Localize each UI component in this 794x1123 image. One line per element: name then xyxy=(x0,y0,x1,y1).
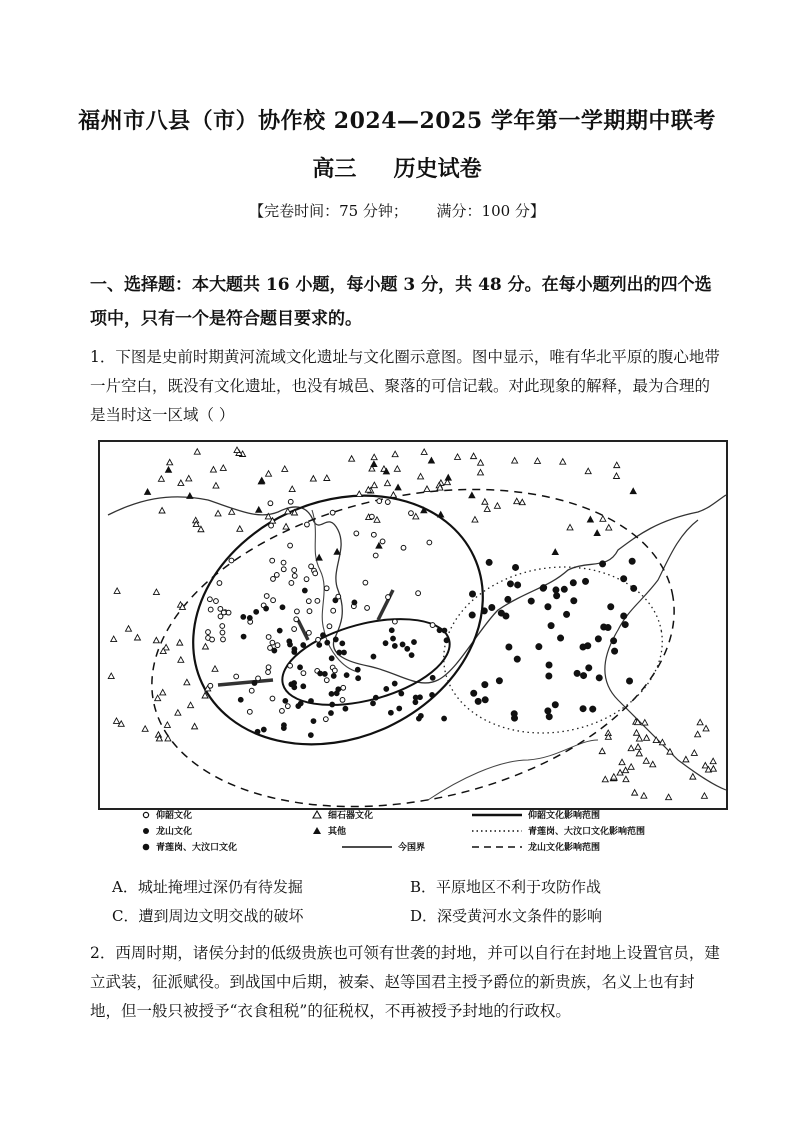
longshan-site-marker xyxy=(238,697,243,702)
yangshao-site-marker xyxy=(270,640,275,645)
legend-other: 其他 xyxy=(312,824,346,837)
yangshao-site-marker xyxy=(220,630,225,635)
longshan-site-marker xyxy=(384,687,389,692)
qinglian-site-marker xyxy=(513,564,519,570)
yangshao-site-marker xyxy=(295,609,300,614)
yangshao-site-marker xyxy=(323,717,328,722)
longshan-site-marker xyxy=(342,650,347,655)
qinglian-site-marker xyxy=(580,644,586,650)
yangshao-site-marker xyxy=(266,635,271,640)
longshan-site-marker xyxy=(331,674,336,679)
yangshao-site-marker xyxy=(285,704,290,709)
longshan-site-marker xyxy=(308,733,313,738)
option-c[interactable]: C．遭到周边文明交战的破坏 xyxy=(112,907,304,925)
qinglian-site-marker xyxy=(536,644,542,650)
yangshao-site-marker xyxy=(373,553,378,558)
longshan-site-marker xyxy=(343,706,348,711)
yangshao-site-marker xyxy=(208,683,213,688)
yangshao-site-marker xyxy=(207,597,212,602)
qinglian-site-marker xyxy=(605,625,611,631)
yangshao-site-marker xyxy=(206,630,211,635)
option-a[interactable]: A．城址掩埋过深仍有待发掘 xyxy=(112,878,303,896)
qinglian-site-marker xyxy=(553,587,559,593)
yangshao-site-marker xyxy=(330,510,335,515)
longshan-site-marker xyxy=(397,706,402,711)
qinglian-site-marker xyxy=(621,576,627,582)
longshan-site-marker xyxy=(437,628,442,633)
qinglian-site-marker xyxy=(595,636,601,642)
longshan-site-marker xyxy=(373,695,378,700)
qinglian-site-marker xyxy=(469,612,475,618)
yangshao-site-marker xyxy=(221,637,226,642)
longshan-site-marker xyxy=(340,641,345,646)
yangshao-site-marker xyxy=(416,591,421,596)
yangshao-site-marker xyxy=(214,599,219,604)
yangshao-site-marker xyxy=(256,676,261,681)
yangshao-site-marker xyxy=(371,532,376,537)
legend-border: 今国界 xyxy=(398,843,426,853)
longshan-site-marker xyxy=(442,716,447,721)
yangshao-site-marker xyxy=(331,608,336,613)
qinglian-site-marker xyxy=(581,673,587,679)
longshan-site-marker xyxy=(444,638,449,643)
qinglian-site-marker xyxy=(481,608,487,614)
yangshao-site-marker xyxy=(275,643,280,648)
longshan-site-marker xyxy=(261,727,266,732)
yangshao-site-marker xyxy=(306,599,311,604)
yangshao-site-marker xyxy=(226,610,231,615)
yangshao-site-marker xyxy=(208,607,213,612)
yangshao-site-marker xyxy=(268,501,273,506)
qinglian-site-marker xyxy=(590,706,596,712)
longshan-site-marker xyxy=(405,646,410,651)
longshan-site-marker xyxy=(254,609,259,614)
qinglian-site-marker xyxy=(622,622,628,628)
yangshao-site-marker xyxy=(306,630,311,635)
yangshao-site-marker xyxy=(340,697,345,702)
yangshao-site-marker xyxy=(401,545,406,550)
qinglian-site-marker xyxy=(580,706,586,712)
section-heading: 一、选择题：本大题共 16 小题，每小题 3 分，共 48 分。在每小题列出的四个选项中，只有一个是符合题目要求的。 xyxy=(90,275,712,329)
question-2-stem: 2．西周时期，诸侯分封的低级贵族也可领有世袭的封地，并可以自行在封地上设置官员，建立武装，征派赋役。到战国中后期，被秦、赵等国君主授予爵位的新贵族，名义上也有封地，但一般只被授予“衣食租税”的征税权，不再被授予封地的行政权。 xyxy=(90,944,720,1020)
longshan-site-marker xyxy=(329,711,334,716)
exam-meta: 【完卷时间：75 分钟； 满分：100 分】 xyxy=(249,202,545,220)
qinglian-site-marker xyxy=(558,635,564,641)
yangshao-site-marker xyxy=(309,564,314,569)
longshan-site-marker xyxy=(330,702,335,707)
longshan-site-marker xyxy=(281,726,286,731)
yangshao-site-marker xyxy=(386,595,391,600)
qinglian-site-marker xyxy=(507,581,513,587)
longshan-site-marker xyxy=(329,691,334,696)
longshan-site-marker xyxy=(388,710,393,715)
longshan-site-marker xyxy=(333,637,338,642)
qinglian-site-marker xyxy=(486,559,492,565)
longshan-site-marker xyxy=(442,628,447,633)
longshan-site-marker xyxy=(309,699,314,704)
longshan-site-marker xyxy=(371,701,376,706)
longshan-site-marker xyxy=(400,642,405,647)
yangshao-site-marker xyxy=(385,500,390,505)
yangshao-site-marker xyxy=(220,624,225,629)
longshan-site-marker xyxy=(355,667,360,672)
longshan-site-marker xyxy=(356,676,361,681)
longshan-site-marker xyxy=(399,691,404,696)
qinglian-site-marker xyxy=(621,613,627,619)
longshan-site-marker xyxy=(252,681,257,686)
yangshao-site-marker xyxy=(210,637,215,642)
exam-subtitle xyxy=(0,152,794,183)
yangshao-site-marker xyxy=(270,696,275,701)
yangshao-site-marker xyxy=(221,610,226,615)
longshan-site-marker xyxy=(391,636,396,641)
yangshao-site-marker xyxy=(341,685,346,690)
legend-longshan-range: 龙山文化影响范围 xyxy=(528,843,601,853)
longshan-site-marker xyxy=(311,719,316,724)
qinglian-site-marker xyxy=(611,638,617,644)
qinglian-site-marker xyxy=(505,596,511,602)
qinglian-site-marker xyxy=(469,591,475,597)
yangshao-site-marker xyxy=(229,558,234,563)
qinglian-site-marker xyxy=(570,580,576,586)
yangshao-site-marker xyxy=(392,619,397,624)
qinglian-site-marker xyxy=(631,585,637,591)
longshan-site-marker xyxy=(241,634,246,639)
longshan-site-marker xyxy=(413,700,418,705)
qinglian-site-marker xyxy=(545,708,551,714)
option-b[interactable]: B．平原地区不利于攻防作战 xyxy=(410,878,602,896)
qinglian-site-marker xyxy=(627,678,633,684)
yangshao-site-marker xyxy=(365,606,370,611)
longshan-site-marker xyxy=(292,685,297,690)
longshan-site-marker xyxy=(318,671,323,676)
qinglian-site-marker xyxy=(482,682,488,688)
legend-xishiwan: 细石器文化 xyxy=(312,808,373,821)
yangshao-site-marker xyxy=(304,577,309,582)
longshan-site-marker xyxy=(317,643,322,648)
yangshao-site-marker xyxy=(288,543,293,548)
longshan-site-marker xyxy=(302,588,307,593)
longshan-site-marker xyxy=(292,650,297,655)
longshan-site-marker xyxy=(255,729,260,734)
yangshao-site-marker xyxy=(324,678,329,683)
qinglian-site-marker xyxy=(482,697,488,703)
legend-yangshao-range: 仰韶文化影响范围 xyxy=(528,811,601,821)
question-1-stem: 1．下图是史前时期黄河流域文化遗址与文化圈示意图。图中显示，唯有华北平原的腹心地带一片空白，既没有文化遗址，也没有城邑、聚落的可信记载。对此现象的解释，最为合理的是当时这一区域（ ） xyxy=(90,348,720,424)
qinglian-site-marker xyxy=(489,605,495,611)
longshan-site-marker xyxy=(409,653,414,658)
qinglian-site-marker xyxy=(496,678,502,684)
grade-label: 高三 xyxy=(312,156,357,182)
yangshao-site-marker xyxy=(324,586,329,591)
yangshao-site-marker xyxy=(380,539,385,544)
yangshao-site-marker xyxy=(363,580,368,585)
qinglian-site-marker xyxy=(515,582,521,588)
yangshao-site-marker xyxy=(315,598,320,603)
yangshao-site-marker xyxy=(354,531,359,536)
yangshao-site-marker xyxy=(377,499,382,504)
qinglian-site-marker xyxy=(471,690,477,696)
yangshao-site-marker xyxy=(281,567,286,572)
yangshao-site-marker xyxy=(247,709,252,714)
qinglian-site-marker xyxy=(475,698,481,704)
yangshao-site-marker xyxy=(292,627,297,632)
legend-qinglian-range: 青莲岗、大汶口文化影响范围 xyxy=(528,827,646,837)
yangshao-site-marker xyxy=(430,623,435,628)
yangshao-site-marker xyxy=(270,558,275,563)
qinglian-site-marker xyxy=(612,648,618,654)
longshan-site-marker xyxy=(241,614,246,619)
yangshao-site-marker xyxy=(292,574,297,579)
longshan-site-marker xyxy=(277,628,282,633)
longshan-site-marker xyxy=(337,650,342,655)
option-d[interactable]: D．深受黄河水文条件的影响 xyxy=(410,907,603,925)
longshan-site-marker xyxy=(352,600,357,605)
longshan-site-marker xyxy=(430,675,435,680)
qinglian-site-marker xyxy=(600,561,606,567)
qinglian-site-marker xyxy=(583,578,589,584)
qinglian-site-marker xyxy=(574,670,580,676)
longshan-site-marker xyxy=(264,606,269,611)
yangshao-site-marker xyxy=(274,572,279,577)
yangshao-site-marker xyxy=(271,577,276,582)
longshan-site-marker xyxy=(298,665,303,670)
yangshao-site-marker xyxy=(234,674,239,679)
qinglian-site-marker xyxy=(498,610,504,616)
qinglian-site-marker xyxy=(512,715,518,721)
longshan-site-marker xyxy=(412,640,417,645)
yangshao-site-marker xyxy=(427,540,432,545)
yangshao-site-marker xyxy=(307,609,312,614)
yangshao-site-marker xyxy=(292,568,297,573)
longshan-site-marker xyxy=(333,598,338,603)
culture-map xyxy=(98,440,728,810)
yangshao-site-marker xyxy=(271,598,276,603)
longshan-site-marker xyxy=(383,641,388,646)
qinglian-site-marker xyxy=(564,611,570,617)
longshan-site-marker xyxy=(247,616,252,621)
longshan-site-marker xyxy=(344,673,349,678)
yangshao-site-marker xyxy=(316,637,321,642)
longshan-site-marker xyxy=(392,681,397,686)
subject-label: 历史试卷 xyxy=(393,156,482,182)
map-legend xyxy=(142,808,732,858)
yangshao-site-marker xyxy=(301,671,306,676)
yangshao-site-marker xyxy=(288,499,293,504)
qinglian-site-marker xyxy=(545,604,551,610)
yangshao-site-marker xyxy=(269,523,274,528)
longshan-site-marker xyxy=(301,643,306,648)
yangshao-site-marker xyxy=(409,511,414,516)
qinglian-site-marker xyxy=(608,604,614,610)
qinglian-site-marker xyxy=(548,623,554,629)
qinglian-site-marker xyxy=(561,586,567,592)
qinglian-site-marker xyxy=(629,558,635,564)
longshan-site-marker xyxy=(301,684,306,689)
longshan-site-marker xyxy=(329,656,334,661)
legend-longshan: 龙山文化 xyxy=(142,824,192,837)
legend-qinglian: 青莲岗、大汶口文化 xyxy=(142,840,237,853)
qinglian-site-marker xyxy=(586,665,592,671)
qinglian-site-marker xyxy=(546,662,552,668)
yangshao-site-marker xyxy=(332,668,337,673)
longshan-site-marker xyxy=(287,639,292,644)
longshan-site-marker xyxy=(418,695,423,700)
qinglian-site-marker xyxy=(554,593,560,599)
longshan-site-marker xyxy=(321,633,326,638)
longshan-site-marker xyxy=(336,687,341,692)
longshan-site-marker xyxy=(322,672,327,677)
longshan-site-marker xyxy=(430,692,435,697)
qinglian-site-marker xyxy=(546,673,552,679)
longshan-site-marker xyxy=(283,698,288,703)
longshan-site-marker xyxy=(280,605,285,610)
yangshao-site-marker xyxy=(289,581,294,586)
qinglian-site-marker xyxy=(506,644,512,650)
yangshao-site-marker xyxy=(264,594,269,599)
yangshao-site-marker xyxy=(288,663,293,668)
qinglian-site-marker xyxy=(540,585,546,591)
exam-title: 福州市八县（市）协作校 2024—2025 学年第一学期期中联考 xyxy=(78,108,716,134)
longshan-site-marker xyxy=(298,701,303,706)
longshan-site-marker xyxy=(418,713,423,718)
yangshao-site-marker xyxy=(305,522,310,527)
longshan-site-marker xyxy=(389,628,394,633)
qinglian-site-marker xyxy=(596,675,602,681)
yangshao-site-marker xyxy=(217,581,222,586)
longshan-site-marker xyxy=(272,648,277,653)
legend-yangshao: 仰韶文化 xyxy=(142,808,192,821)
yangshao-site-marker xyxy=(249,688,254,693)
qinglian-site-marker xyxy=(552,702,558,708)
qinglian-site-marker xyxy=(514,656,520,662)
yangshao-site-marker xyxy=(280,708,285,713)
qinglian-site-marker xyxy=(546,714,552,720)
yangshao-site-marker xyxy=(369,514,374,519)
longshan-site-marker xyxy=(392,644,397,649)
qinglian-site-marker xyxy=(571,598,577,604)
longshan-site-marker xyxy=(325,640,330,645)
longshan-site-marker xyxy=(371,654,376,659)
qinglian-site-marker xyxy=(528,598,534,604)
yangshao-site-marker xyxy=(281,560,286,565)
yangshao-site-marker xyxy=(266,670,271,675)
yangshao-site-marker xyxy=(327,624,332,629)
yangshao-site-marker xyxy=(294,617,299,622)
yangshao-site-marker xyxy=(313,571,318,576)
yangshao-site-marker xyxy=(266,665,271,670)
